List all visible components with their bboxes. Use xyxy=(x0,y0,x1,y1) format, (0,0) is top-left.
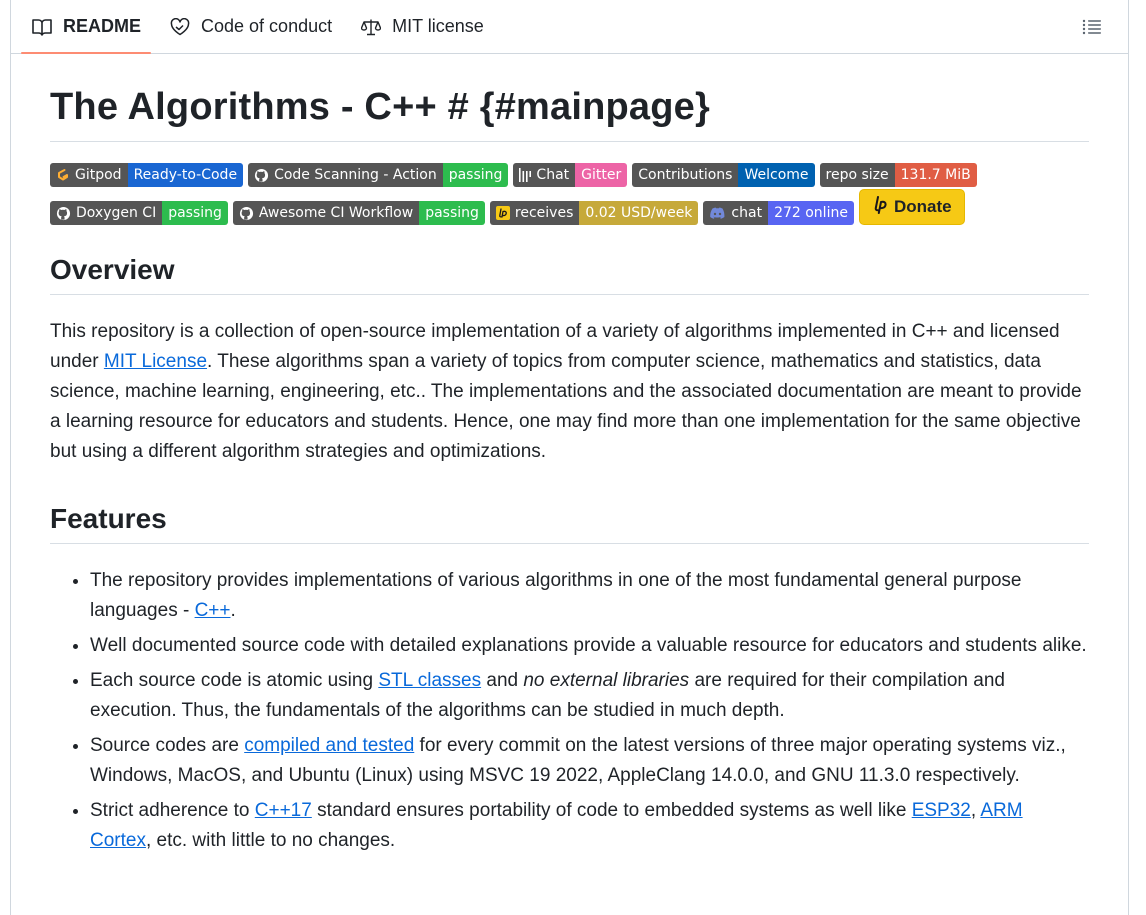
list-item xyxy=(90,666,1089,726)
feature-text: , etc. with little to no changes. xyxy=(145,830,396,851)
badge-value: Welcome xyxy=(738,163,814,187)
tab-readme[interactable] xyxy=(21,3,151,51)
badge-label: Awesome CI Workflow xyxy=(258,205,414,221)
badge-value: passing xyxy=(443,163,509,187)
feature-text: Well documented source code with detailed explanations provide a valuable resource for educators and students alike. xyxy=(90,635,1087,656)
badge-contributions[interactable] xyxy=(632,163,814,187)
badge-value: Gitter xyxy=(575,163,627,187)
compiled-and-tested-link[interactable]: compiled and tested xyxy=(244,735,415,756)
overview-heading: Overview xyxy=(50,254,1089,295)
list-unordered-icon xyxy=(1082,19,1102,35)
overview-paragraph xyxy=(50,317,1089,467)
feature-text: for every commit on the latest versions of three major operating systems viz., Windows, MacOS, and Ubuntu (Linux) using MSVC 19 2022, AppleClang 14.0.0, and GNU 11.3.0 respectively. xyxy=(90,735,1066,786)
badges xyxy=(50,163,1089,225)
readme-content xyxy=(50,54,1089,861)
feature-text: Strict adherence to xyxy=(90,800,255,821)
tab-code-of-conduct[interactable] xyxy=(159,3,342,51)
cpp17-link[interactable]: C++17 xyxy=(254,800,312,821)
badge-label: receives xyxy=(514,205,574,221)
feature-text: , xyxy=(970,800,981,821)
overview-text-1: This repository is a collection of open-source implementation of a variety of algorithms implemented in C++ and licensed under xyxy=(50,321,1060,372)
page-title: The Algorithms - C++ # {#mainpage} xyxy=(50,86,1089,142)
feature-text: and xyxy=(481,670,524,691)
gitter-icon xyxy=(519,168,531,182)
feature-text: Source codes are xyxy=(90,735,245,756)
github-icon xyxy=(254,168,269,183)
badge-doxygen-ci[interactable] xyxy=(50,201,228,225)
tab-mit-license-label: MIT license xyxy=(392,16,484,36)
overview-text-2: . These algorithms span a variety of topics from computer science, mathematics and statistics, data science, machine learning, engineering, etc.. The implementations and the associated documentation are meant to provide a learning resource for educators and students. Hence, one may find more than one implementation for the same objective but using a different algorithm strategies and optimizations. xyxy=(50,351,1082,462)
list-item xyxy=(90,731,1089,791)
badge-chat-gitter[interactable] xyxy=(513,163,627,187)
liberapay-icon xyxy=(872,196,888,219)
feature-emphasis: no external libraries xyxy=(523,670,690,691)
badge-liberapay[interactable] xyxy=(490,201,699,225)
feature-text: Each source code is atomic using xyxy=(90,670,379,691)
list-item xyxy=(90,796,1089,856)
badge-value: 0.02 USD/week xyxy=(579,201,698,225)
tab-readme-label: README xyxy=(63,16,142,36)
badge-discord[interactable] xyxy=(703,201,854,225)
badge-label: Contributions xyxy=(638,167,733,183)
tab-mit-license[interactable] xyxy=(350,3,494,51)
tab-code-of-conduct-label: Code of conduct xyxy=(201,16,333,36)
discord-icon xyxy=(709,207,726,220)
features-list xyxy=(50,566,1089,856)
badge-value: passing xyxy=(419,201,485,225)
donate-button[interactable] xyxy=(859,189,965,225)
law-icon xyxy=(360,16,382,38)
readme-tabbar xyxy=(11,0,1128,54)
code-of-conduct-icon xyxy=(169,16,191,38)
badge-value: passing xyxy=(162,201,228,225)
esp32-link[interactable]: ESP32 xyxy=(911,800,971,821)
book-icon xyxy=(31,16,53,38)
badge-label: chat xyxy=(731,205,763,221)
stl-classes-link[interactable]: STL classes xyxy=(378,670,482,691)
features-heading: Features xyxy=(50,503,1089,544)
outline-button[interactable] xyxy=(1078,13,1106,41)
badge-repo-size[interactable] xyxy=(820,163,977,187)
badge-label: repo size xyxy=(825,167,889,183)
badge-label: Doxygen CI xyxy=(76,205,157,221)
badge-gitpod[interactable] xyxy=(50,163,243,187)
badge-value: 272 online xyxy=(768,201,854,225)
badge-label: Code Scanning - Action xyxy=(274,167,437,183)
gitpod-icon xyxy=(56,168,70,182)
list-item xyxy=(90,631,1089,661)
feature-text: are required for their compilation and execution. Thus, the fundamentals of the algorithms can be studied in much depth. xyxy=(90,670,1005,721)
feature-text: The repository provides implementations of various algorithms in one of the most fundamental general purpose languages - xyxy=(90,570,1022,621)
badge-awesome-ci[interactable] xyxy=(233,201,485,225)
github-icon xyxy=(239,206,254,221)
badge-label: Gitpod xyxy=(75,167,122,183)
badge-value: Ready-to-Code xyxy=(128,163,243,187)
badge-label: Chat xyxy=(536,167,570,183)
badge-code-scanning[interactable] xyxy=(248,163,508,187)
github-icon xyxy=(56,206,71,221)
donate-label: Donate xyxy=(893,197,952,216)
badge-value: 131.7 MiB xyxy=(895,163,977,187)
cpp-link[interactable]: C++ xyxy=(194,600,231,621)
mit-license-link[interactable]: MIT License xyxy=(103,351,208,372)
list-item xyxy=(90,566,1089,626)
badge-row-1 xyxy=(50,163,1089,187)
feature-text: standard ensures portability of code to embedded systems as well like xyxy=(311,800,912,821)
badge-row-2 xyxy=(50,197,1089,225)
liberapay-icon xyxy=(496,206,510,220)
readme-panel xyxy=(10,0,1129,915)
feature-text: . xyxy=(230,600,236,621)
arm-cortex-link[interactable]: ARM Cortex xyxy=(90,800,1023,851)
